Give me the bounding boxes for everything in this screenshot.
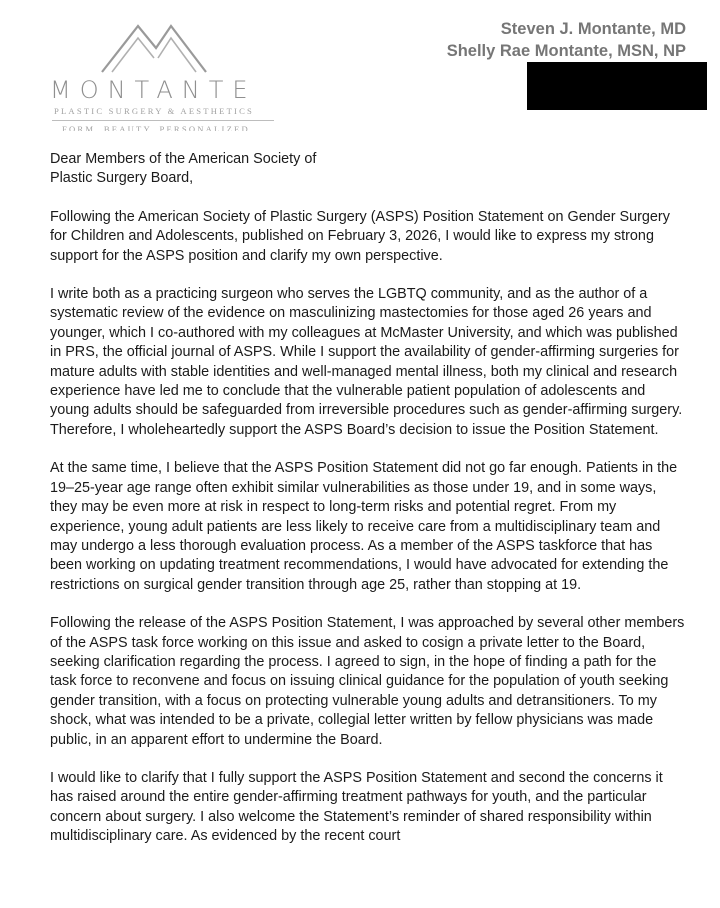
logo-mountain-icon — [48, 20, 278, 74]
logo-divider — [52, 120, 274, 121]
physician-name-1: Steven J. Montante, MD — [500, 20, 686, 38]
physician-name-2: Shelly Rae Montante, MSN, NP — [446, 42, 686, 60]
letter-body — [50, 150, 686, 866]
paragraph-3: At the same time, I believe that the ASPS Position Statement did not go far enough. Patients in the 19–25-year age range often exhibit similar vulnerabilities as those under 19, and in some ways, they may be even more at risk in respect to long-term risks and potential regret. From my experience, young adult patients are less likely to receive care from a multidisciplinary team and may undergo a less thorough evaluation process. As a member of the ASPS taskforce that has been working on updating treatment recommendations, I would have advocated for extending the restrictions on surgical gender transition through age 25, rather than stopping at 19. — [50, 460, 678, 593]
paragraph-1: Following the American Society of Plastic Surgery (ASPS) Position Statement on Gender Surgery for Children and Adolescents, published on February 3, 2026, I would like to express my strong support for the ASPS position and clarify my own perspective. — [50, 208, 670, 264]
brand-tagline: PLASTIC SURGERY & AESTHETICS — [54, 106, 254, 116]
brand-motto: FORM. BEAUTY. PERSONALIZED — [62, 124, 250, 131]
physician-names — [447, 18, 686, 62]
salutation: Dear Members of the American Society of Plastic Surgery Board, — [50, 151, 317, 187]
brand-name: MONTANTE — [50, 76, 257, 104]
redaction-block — [527, 62, 707, 110]
paragraph-4: Following the release of the ASPS Position Statement, I was approached by several other members of the ASPS task force working on this issue and asked to cosign a private letter to the Board, seeking clarification regarding the process. I agreed to sign, in the hope of finding a path for the task force to reconvene and focus on issuing clinical guidance for the population of youth seeking gender transition, with a focus on protecting vulnerable young adults and detransitioners. To my shock, what was intended to be a private, collegial letter written by fellow physicians was made public, in an apparent effort to undermine the Board. — [50, 615, 685, 748]
paragraph-2: I write both as a practicing surgeon who serves the LGBTQ community, and as the author of a systematic review of the evidence on masculinizing mastectomies for those aged 26 years and younger, which I co-authored with my colleagues at McMaster University, and which was published in PRS, the official journal of ASPS. While I support the availability of gender-affirming surgeries for mature adults with stable identities and well-managed mental illness, both my clinical and research experience have led me to conclude that the vulnerable patient population of adolescents and young adults should be safeguarded from irreversible procedures such as gender-affirming surgery. Therefore, I wholeheartedly support the ASPS Board’s decision to issue the Position Statement. — [50, 286, 683, 438]
paragraph-5: I would like to clarify that I fully support the ASPS Position Statement and second the concerns it has raised around the entire gender-affirming treatment pathways for youth, and the particular concern about surgery. I also welcome the Statement’s reminder of shared responsibility within multidisciplinary care. As evidenced by the recent court — [50, 769, 663, 845]
